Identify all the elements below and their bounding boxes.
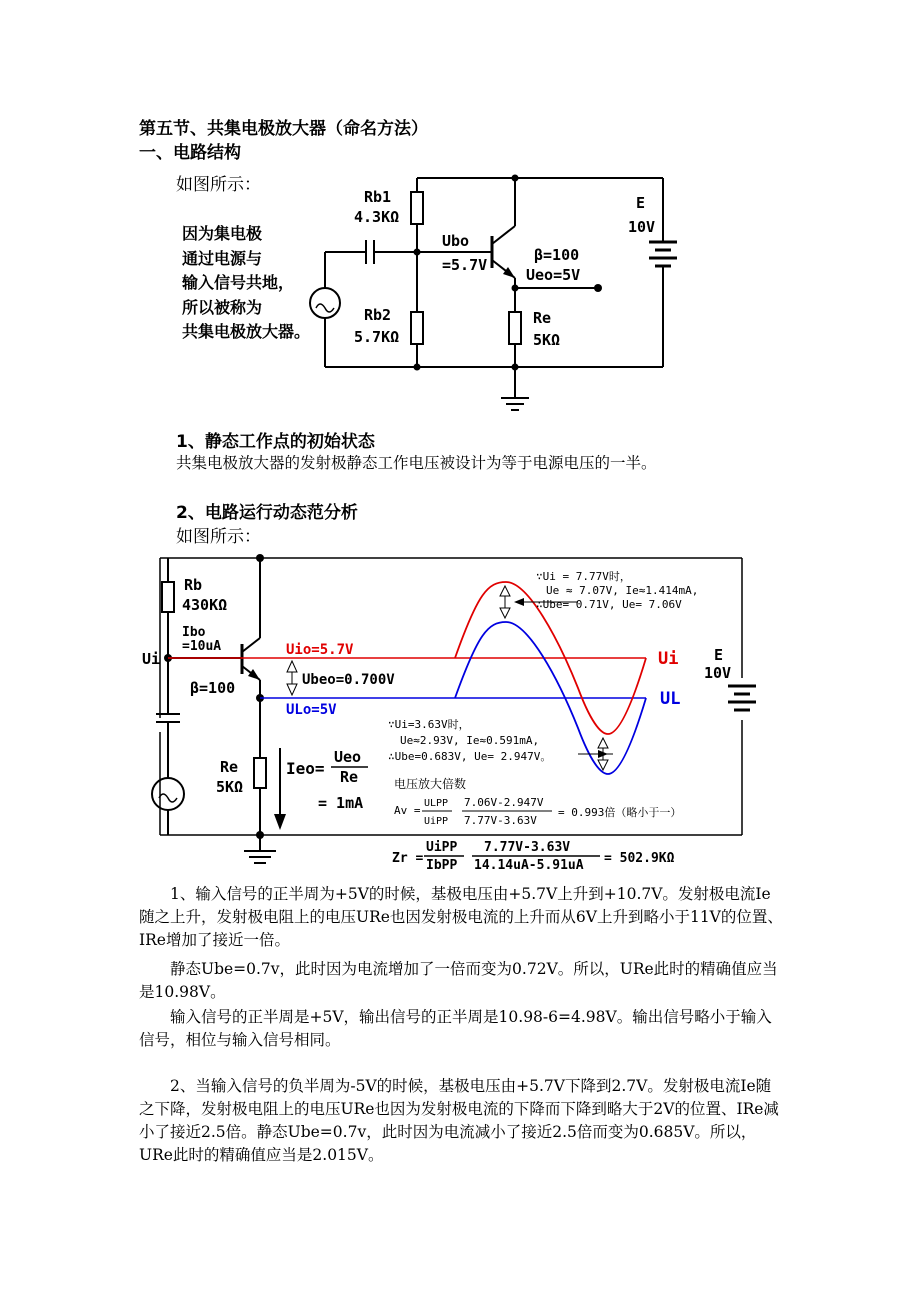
label-battery-value: 10V (628, 218, 656, 236)
label-battery: E (714, 646, 724, 664)
label-re-value: 5KΩ (216, 778, 244, 796)
label-beta: β=100 (190, 679, 236, 697)
subsection-dynamic: 2、电路运行动态范分析 (176, 503, 358, 523)
label-ubo: Ubo (442, 232, 470, 250)
zr-result: = 502.9KΩ (604, 851, 675, 866)
annotation-bottom-3: ∴Ube=0.683V, Ue= 2.947V。 (388, 750, 552, 763)
label-re: Re (533, 309, 552, 327)
label-uio: Uio=5.7V (286, 642, 354, 658)
label-ubo-value: =5.7V (442, 256, 488, 274)
label-rb1-value: 4.3KΩ (354, 208, 400, 226)
annotation-bottom-1: ∵Ui=3.63V时， (388, 718, 470, 731)
label-ubeo: Ubeo=0.700V (302, 672, 395, 688)
gain-den-1: UiPP (424, 816, 449, 827)
annotation-top-1: ∵Ui = 7.77V时， (536, 570, 631, 583)
gain-av: Av = (394, 804, 421, 817)
label-ieo-denominator: Re (340, 768, 359, 786)
label-rb-value: 430KΩ (182, 596, 228, 614)
figure2-caption: 如图所示： (176, 527, 261, 547)
label-ieo-result: = 1mA (318, 794, 364, 812)
zr-num-1: UiPP (426, 840, 458, 855)
paragraph-3: 输入信号的正半周是+5V，输出信号的正半周是10.98-6=4.98V。输出信号略小于输入信号，相位与输入信号相同。 (139, 1008, 772, 1049)
annotation-top-2: Ue ≈ 7.07V, Ie≈1.414mA, (546, 584, 699, 597)
label-rb: Rb (184, 576, 203, 594)
zr-formula (392, 836, 692, 876)
zr-label: Zr = (392, 851, 424, 866)
gain-num-2: 7.06V-2.947V (464, 796, 544, 809)
annotation-top-3: ∴Ube= 0.71V, Ue= 7.06V (536, 598, 682, 611)
paragraph-2: 静态Ube=0.7v，此时因为电流增加了一倍而变为0.72V。所以，URe此时的精确值应当是10.98V。 (139, 960, 778, 1001)
label-ibo: Ibo (182, 625, 206, 640)
label-ui-input: Ui (142, 650, 161, 668)
gain-num-1: ULPP (424, 798, 449, 809)
label-ul-wave: UL (660, 689, 681, 709)
section-heading-circuit: 一、电路结构 (139, 143, 241, 163)
label-ibo-value: =10uA (182, 639, 222, 654)
label-ieo: Ieo= (286, 759, 325, 778)
zr-num-2: 7.77V-3.63V (484, 840, 571, 855)
label-rb2: Rb2 (364, 306, 392, 324)
static-text: 共集电极放大器的发射极静态工作电压被设计为等于电源电压的一半。 (176, 454, 657, 472)
page-title: 第五节、共集电极放大器（命名方法） (139, 119, 428, 139)
zr-den-1: IbPP (426, 858, 458, 873)
circuit-diagram-2 (138, 548, 758, 868)
paragraph-1: 1、输入信号的正半周为+5V的时候，基极电压由+5.7V上升到+10.7V。发射极电流Ie随之上升，发射极电阻上的电压URe也因发射极电流的上升而从6V上升到略小于11V的位置、IRe增加了接近一倍。 (139, 885, 783, 949)
label-ueo: Ueo=5V (526, 266, 581, 284)
annotation-bottom-2: Ue≈2.93V, Ie≈0.591mA, (400, 734, 540, 747)
label-re: Re (220, 758, 239, 776)
zr-den-2: 14.14uA-5.91uA (474, 858, 584, 873)
gain-title: 电压放大倍数 (394, 777, 467, 791)
gain-result: = 0.993倍（略小于一） (558, 806, 682, 819)
label-ulo: ULo=5V (286, 702, 337, 718)
label-beta: β=100 (534, 246, 580, 264)
label-battery-value: 10V (704, 664, 732, 682)
label-re-value: 5KΩ (533, 331, 561, 349)
label-rb2-value: 5.7KΩ (354, 328, 400, 346)
figure1-caption: 如图所示： (176, 175, 261, 195)
subsection-static: 1、静态工作点的初始状态 (176, 432, 375, 452)
gain-den-2: 7.77V-3.63V (464, 814, 537, 827)
figure1-note: 因为集电极 通过电源与 输入信号共地， 所以被称为 共集电极放大器。 (182, 224, 311, 341)
label-ieo-numerator: Ueo (334, 748, 362, 766)
label-battery: E (636, 194, 646, 212)
label-rb1: Rb1 (364, 188, 392, 206)
paragraph-4: 2、当输入信号的负半周为-5V的时候，基极电压由+5.7V下降到2.7V。发射极电流Ie随之下降，发射极电阻上的电压URe也因为发射极电流的下降而下降到略大于2V的位置、IRe减小了接近2.5倍。静态Ube=0.7v，此时因为电流减小了接近2.5倍而变为0.685V。所以，URe此时的精确值应当是2.015V。 (139, 1077, 779, 1164)
label-ui-wave: Ui (658, 649, 679, 669)
